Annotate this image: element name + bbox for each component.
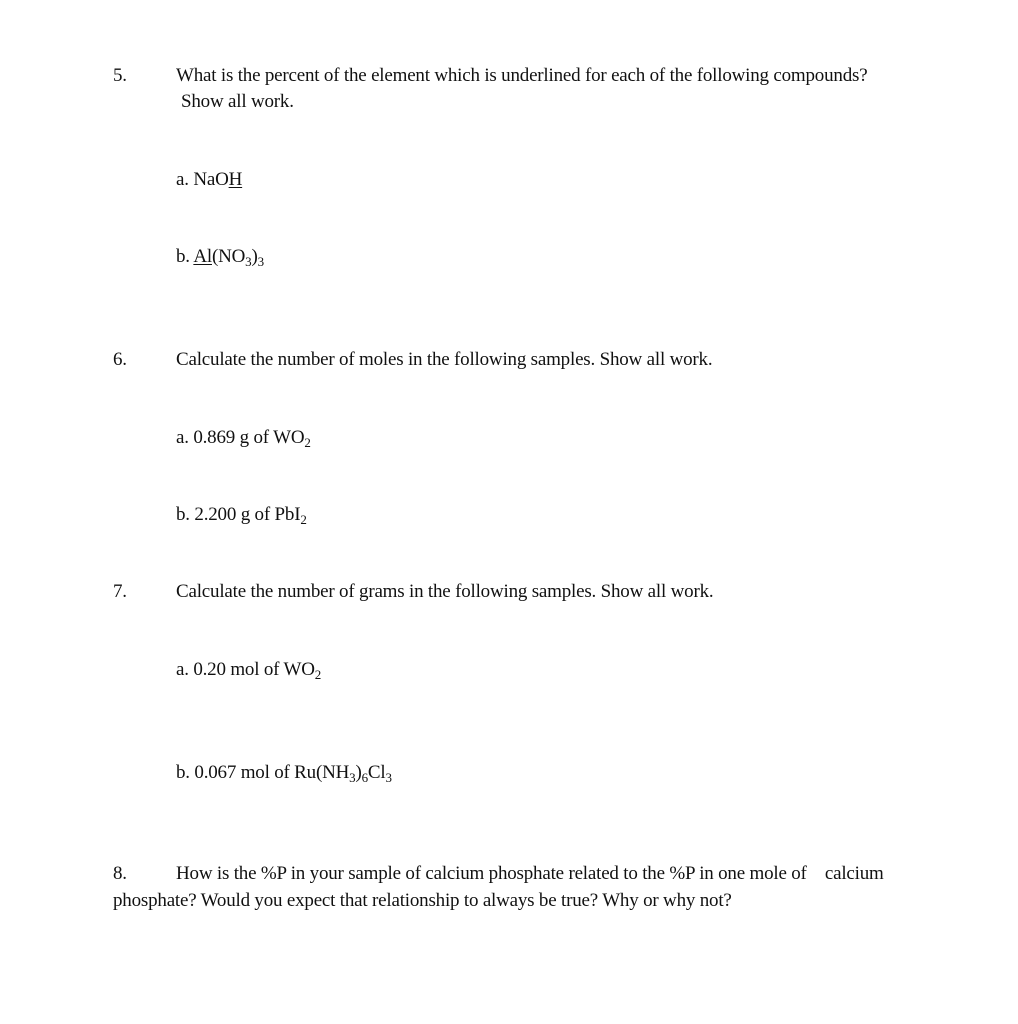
question-8-text-line-2: phosphate? Would you expect that relationship to always be true? Why or why not? — [113, 890, 732, 911]
question-5b-formula-part: (NO — [211, 246, 246, 267]
question-6a — [176, 427, 311, 449]
question-6a-text: a. 0.869 g of WO — [176, 427, 305, 448]
question-8-number: 8. — [113, 863, 127, 884]
question-8-line-1 — [113, 863, 884, 885]
question-5b-subscript-1: 3 — [245, 254, 252, 269]
question-5-instruction: Show all work. — [181, 91, 294, 112]
question-7b-subscript-2: 6 — [361, 770, 368, 785]
question-5a — [176, 169, 242, 191]
question-8-text-line-1: How is the %P in your sample of calcium phosphate related to the %P in one mole of calcium — [176, 863, 884, 884]
question-7b-text: b. 0.067 mol of Ru(NH — [176, 762, 350, 783]
question-5a-underlined-element: H — [228, 169, 243, 190]
question-5-text: What is the percent of the element which is underlined for each of the following compounds? — [176, 65, 868, 86]
question-7b — [176, 762, 392, 784]
question-7a — [176, 659, 321, 681]
question-7b-formula-part-2: Cl — [367, 762, 386, 783]
question-6-text: Calculate the number of moles in the following samples. Show all work. — [176, 349, 713, 370]
question-5b-label: b. — [176, 246, 194, 267]
question-7-text: Calculate the number of grams in the following samples. Show all work. — [176, 581, 714, 602]
question-5b-underlined-element: Al — [193, 246, 212, 267]
question-6a-subscript: 2 — [304, 435, 311, 450]
question-6b-text: b. 2.200 g of PbI — [176, 504, 301, 525]
question-5b — [176, 246, 264, 268]
question-5b-formula-part-2: ) — [251, 246, 258, 267]
question-6b-subscript: 2 — [300, 512, 307, 527]
question-7b-formula-part: ) — [355, 762, 362, 783]
question-7a-text: a. 0.20 mol of WO — [176, 659, 315, 680]
question-5b-subscript-2: 3 — [257, 254, 264, 269]
question-6b — [176, 504, 307, 526]
question-7a-subscript: 2 — [314, 667, 322, 682]
question-5a-formula: a. NaO — [176, 169, 229, 190]
question-7-number: 7. — [113, 581, 127, 602]
question-5-number: 5. — [113, 65, 127, 86]
question-7b-subscript-3: 3 — [385, 770, 392, 785]
question-6-number: 6. — [113, 349, 127, 370]
question-7b-subscript-1: 3 — [349, 770, 356, 785]
